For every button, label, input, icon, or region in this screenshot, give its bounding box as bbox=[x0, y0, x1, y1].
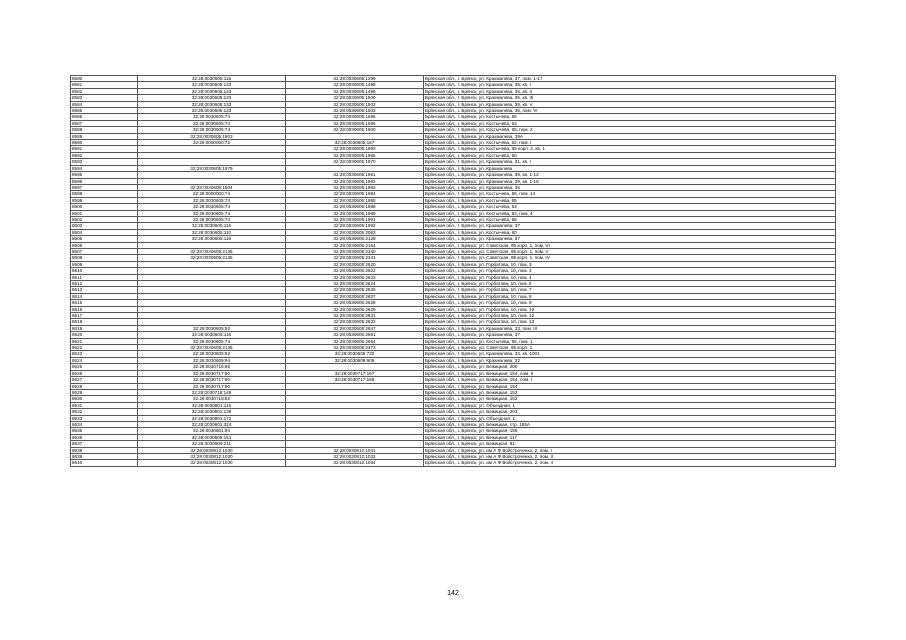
cadastral-number-cell: 32:28:0030605:1595 bbox=[286, 114, 424, 120]
row-number-cell: 8631 bbox=[71, 402, 138, 408]
address-cell: Брянская обл., г. Брянск, ул. Крахмалева, 32 bbox=[424, 357, 836, 363]
row-number-cell: 8598 bbox=[71, 191, 138, 197]
row-number-cell: 8580 bbox=[71, 76, 138, 82]
row-number-cell: 8622 bbox=[71, 345, 138, 351]
cadastral-number-cell: 32:28:0030605:1503 bbox=[286, 108, 424, 114]
row-number-cell: 8604 bbox=[71, 229, 138, 235]
row-number-cell: 8613 bbox=[71, 287, 138, 293]
address-cell: Брянская обл., г. Брянск, ул. Костычева, 63 bbox=[424, 120, 836, 126]
cadastral-number-cell: 32:28:0030812:1031 bbox=[286, 447, 424, 453]
parent-cadastral-number-cell: 32:28:0030605:116 bbox=[138, 332, 286, 338]
row-number-cell: 8634 bbox=[71, 421, 138, 427]
address-cell: Брянская обл., г. Брянск, ул. им А Ф Войстроченко, 2, пом. 4 bbox=[424, 460, 836, 466]
parent-cadastral-number-cell: 32:28:0030605:74 bbox=[138, 197, 286, 203]
cadastral-number-cell: 32:28:0030605:1984 bbox=[286, 191, 424, 197]
cadastral-number-cell: 32:28:0030605:1299 bbox=[286, 76, 424, 82]
parent-cadastral-number-cell: 32:28:0030605:74 bbox=[138, 210, 286, 216]
parent-cadastral-number-cell: 32:28:0030605:116 bbox=[138, 76, 286, 82]
cadastral-number-cell: 32:28:0030605:1983 bbox=[286, 184, 424, 190]
row-number-cell: 8594 bbox=[71, 165, 138, 171]
cadastral-number-cell: 32:28:0030605:2154 bbox=[286, 242, 424, 248]
row-number-cell: 8601 bbox=[71, 210, 138, 216]
row-number-cell: 8623 bbox=[71, 351, 138, 357]
parent-cadastral-number-cell: 32:28:0000000:74 bbox=[138, 191, 286, 197]
address-cell: Брянская обл., г. Брянск, ул. Крахмалева, 33, кв. 1001 bbox=[424, 351, 836, 357]
row-number-cell: 8620 bbox=[71, 332, 138, 338]
parent-cadastral-number-cell: 32:28:0030605:1803 bbox=[138, 133, 286, 139]
address-cell: Брянская обл., г. Брянск, ул. Костычева, 65, пом. 14 bbox=[424, 191, 836, 197]
parent-cadastral-number-cell: 32:28:0030812:1030 bbox=[138, 460, 286, 466]
address-cell: Брянская обл., г. Брянск, ул. Крахмалева, 39А bbox=[424, 133, 836, 139]
parent-cadastral-number-cell: 32:28:0030801:172 bbox=[138, 415, 286, 421]
address-cell: Брянская обл., г. Брянск, ул. Костычева, 63, пом. 4 bbox=[424, 210, 836, 216]
row-number-cell: 8586 bbox=[71, 114, 138, 120]
address-cell: Брянская обл., г. Брянск, ул. Костычева, 65 корп. 2, кв. 1 bbox=[424, 146, 836, 152]
cadastral-number-cell: 32:28:0030605:2063 bbox=[286, 229, 424, 235]
parent-cadastral-number-cell: 32:28:0030605:2135 bbox=[138, 248, 286, 254]
row-number-cell: 8602 bbox=[71, 216, 138, 222]
cadastral-number-cell: 32:28:0030605:1992 bbox=[286, 223, 424, 229]
address-cell: Брянская обл., г. Брянск, ул. Советская, 95 корп. 1 bbox=[424, 345, 836, 351]
address-cell: Брянская обл., г. Брянск, ул. Бежицкая, 154, пом. II bbox=[424, 370, 836, 376]
cadastral-table-body bbox=[71, 76, 836, 467]
row-number-cell: 8589 bbox=[71, 133, 138, 139]
address-cell: Брянская обл., г. Брянск, ул. Горбатова, 10, пом. 8 bbox=[424, 293, 836, 299]
address-cell: Брянская обл., г. Брянск, ул. Советская, 95 корп. 1, пом. V bbox=[424, 248, 836, 254]
parent-cadastral-number-cell: 32:28:0030717:90 bbox=[138, 383, 286, 389]
cadastral-number-cell: 32:28:0030605:2341 bbox=[286, 255, 424, 261]
row-number-cell: 8585 bbox=[71, 108, 138, 114]
parent-cadastral-number-cell: 32:28:0030809:151 bbox=[138, 434, 286, 440]
cadastral-number-cell: 32:28:0030812:1034 bbox=[286, 460, 424, 466]
cadastral-number-cell: 32:28:0030609:909 bbox=[286, 357, 424, 363]
parent-cadastral-number-cell: 32:28:0030605:116 bbox=[138, 236, 286, 242]
row-number-cell: 8637 bbox=[71, 441, 138, 447]
cadastral-number-cell: 32:28:0030605:2664 bbox=[286, 338, 424, 344]
parent-cadastral-number-cell: 32:28:0030605:92 bbox=[138, 325, 286, 331]
cadastral-number-cell: 32:28:0030605:2340 bbox=[286, 248, 424, 254]
parent-cadastral-number-cell: 32:28:0030812:1030 bbox=[138, 453, 286, 459]
parent-cadastral-number-cell: 32:28:0030609:94 bbox=[138, 357, 286, 363]
cadastral-number-cell: 32:28:0030605:2128 bbox=[286, 236, 424, 242]
row-number-cell: 8600 bbox=[71, 204, 138, 210]
cadastral-number-cell: 32:28:0030605:1499 bbox=[286, 88, 424, 94]
parent-cadastral-number-cell: 32:28:0030605:74 bbox=[138, 204, 286, 210]
cadastral-number-cell: 32:28:0030605:1966 bbox=[286, 152, 424, 158]
address-cell: Брянская обл., г. Брянск, ул. Крахмалева bbox=[424, 165, 836, 171]
row-number-cell: 8609 bbox=[71, 261, 138, 267]
address-cell: Брянская обл., г. Брянск, ул. Бежицкая, 200 bbox=[424, 364, 836, 370]
row-number-cell: 8624 bbox=[71, 357, 138, 363]
address-cell: Брянская обл., г. Брянск, ул. Крахмалева, 31, кв. I bbox=[424, 159, 836, 165]
address-cell: Брянская обл., г. Брянск, ул. Крахмалева, 35, кв. III bbox=[424, 95, 836, 101]
row-number-cell: 8632 bbox=[71, 409, 138, 415]
cadastral-number-cell: 32:28:0030605:2627 bbox=[286, 293, 424, 299]
address-cell: Брянская обл., г. Брянск, ул. Горбатова, 10, пом. 4 bbox=[424, 274, 836, 280]
cadastral-number-cell: 32:28:0030605:1500 bbox=[286, 95, 424, 101]
page-number: 142 bbox=[447, 590, 459, 597]
address-cell: Брянская обл., г. Брянск, ул. Костычева, 60 bbox=[424, 229, 836, 235]
parent-cadastral-number-cell: 32:28:0030605:1504 bbox=[138, 184, 286, 190]
row-number-cell: 8618 bbox=[71, 319, 138, 325]
row-number-cell: 8606 bbox=[71, 242, 138, 248]
cadastral-number-cell: 32:28:0030605:730 bbox=[286, 351, 424, 357]
address-cell: Брянская обл., г. Брянск, ул. Крахмалева, 37 bbox=[424, 332, 836, 338]
address-cell: Брянская обл., г. Брянск, ул. Горбатова, 10, пом. 2 bbox=[424, 268, 836, 274]
cadastral-number-cell: 32:28:0030605:2632 bbox=[286, 319, 424, 325]
address-cell: Брянская обл., г. Брянск, ул. Крахмалева, 35, пом. VI bbox=[424, 108, 836, 114]
address-cell: Брянская обл., г. Брянск, ул. Бежицкая, 154, пом. I bbox=[424, 377, 836, 383]
row-number-cell: 8596 bbox=[71, 178, 138, 184]
cadastral-number-cell: 32:28:0030605:1502 bbox=[286, 101, 424, 107]
address-cell: Брянская обл., г. Брянск, ул. Горбатова, 10, пом. 13 bbox=[424, 319, 836, 325]
parent-cadastral-number-cell: 32:28:0030605:116 bbox=[138, 223, 286, 229]
address-cell: Брянская обл., г. Брянск, ул. Горбатова, 10, пом. 12 bbox=[424, 313, 836, 319]
cadastral-number-cell: 32:28:0030605:2623 bbox=[286, 274, 424, 280]
row-number-cell: 8612 bbox=[71, 281, 138, 287]
row-number-cell: 8603 bbox=[71, 223, 138, 229]
cadastral-number-cell: 32:28:0030605:1988 bbox=[286, 204, 424, 210]
address-cell: Брянская обл., г. Брянск, ул. Костычева, 63 bbox=[424, 204, 836, 210]
row-number-cell: 8625 bbox=[71, 364, 138, 370]
address-cell: Брянская обл., г. Брянск, ул. Объездная, 1 bbox=[424, 402, 836, 408]
parent-cadastral-number-cell: 32:28:0030605:74 bbox=[138, 114, 286, 120]
parent-cadastral-number-cell: 32:28:0030801:139 bbox=[138, 409, 286, 415]
address-cell: Брянская обл., г. Брянск, ул. Горбатова, 10, пом. 10 bbox=[424, 306, 836, 312]
row-number-cell: 8597 bbox=[71, 184, 138, 190]
row-number-cell: 8587 bbox=[71, 120, 138, 126]
table-row bbox=[71, 460, 836, 466]
address-cell: Брянская обл., г. Брянск, ул. Горбатова, 10, пом. 9 bbox=[424, 300, 836, 306]
cadastral-number-cell: 32:28:0030605:1989 bbox=[286, 210, 424, 216]
row-number-cell: 8626 bbox=[71, 370, 138, 376]
address-cell: Брянская обл., г. Брянск, ул. Крахмалева, 35, кв. I bbox=[424, 82, 836, 88]
parent-cadastral-number-cell: 32:28:0000000:72 bbox=[138, 140, 286, 146]
parent-cadastral-number-cell: 32:28:0030605:74 bbox=[138, 120, 286, 126]
cadastral-table bbox=[70, 75, 836, 467]
address-cell: Брянская обл., г. Брянск, ул. Бежицкая, 152 bbox=[424, 396, 836, 402]
address-cell: Брянская обл., г. Брянск, ул. Бежицкая, 185 bbox=[424, 428, 836, 434]
address-cell: Брянская обл., г. Брянск, ул. Костычева, 65, пом. 2 bbox=[424, 127, 836, 133]
cadastral-number-cell: 32:28:0030605:2628 bbox=[286, 300, 424, 306]
address-cell: Брянская обл., г. Брянск, ул. Костычева, 65 bbox=[424, 114, 836, 120]
cadastral-number-cell: 32:28:0030812:1032 bbox=[286, 453, 424, 459]
address-cell: Брянская обл., г. Брянск, ул. Костычева, 65 bbox=[424, 197, 836, 203]
cadastral-number-cell: 32:28:0030605:2622 bbox=[286, 268, 424, 274]
cadastral-number-cell: 32:28:0030605:1970 bbox=[286, 159, 424, 165]
row-number-cell: 8610 bbox=[71, 268, 138, 274]
address-cell: Брянская обл., г. Брянск, ул. Горбатова, 10, пом. 7 bbox=[424, 287, 836, 293]
address-cell: Брянская обл., г. Брянск, ул. Бежицкая, 203 bbox=[424, 409, 836, 415]
parent-cadastral-number-cell: 32:28:0030605:2135 bbox=[138, 255, 286, 261]
cadastral-number-cell: 32:28:0030605:2651 bbox=[286, 332, 424, 338]
address-cell: Брянская обл., г. Брянск, ул. Советская, 95 корп. 1, пом. IV bbox=[424, 255, 836, 261]
row-number-cell: 8584 bbox=[71, 101, 138, 107]
parent-cadastral-number-cell: 32:28:0030605:133 bbox=[138, 82, 286, 88]
row-number-cell: 8608 bbox=[71, 255, 138, 261]
row-number-cell: 8616 bbox=[71, 306, 138, 312]
row-number-cell: 8590 bbox=[71, 140, 138, 146]
cadastral-number-cell: 32:28:0030605:1596 bbox=[286, 120, 424, 126]
parent-cadastral-number-cell: 32:28:0030801:115 bbox=[138, 402, 286, 408]
row-number-cell: 8638 bbox=[71, 447, 138, 453]
address-cell: Брянская обл., г. Брянск, ул. Объездная, 1 bbox=[424, 415, 836, 421]
row-number-cell: 8619 bbox=[71, 325, 138, 331]
cadastral-number-cell: 32:28:0030605:1981 bbox=[286, 172, 424, 178]
row-number-cell: 8617 bbox=[71, 313, 138, 319]
parent-cadastral-number-cell: 32:28:0030812:1030 bbox=[138, 447, 286, 453]
cadastral-number-cell: 32:28:0030717:168 bbox=[286, 377, 424, 383]
cadastral-number-cell: 32:28:0030605:2626 bbox=[286, 287, 424, 293]
parent-cadastral-number-cell: 32:28:0030717:90 bbox=[138, 377, 286, 383]
row-number-cell: 8635 bbox=[71, 428, 138, 434]
cadastral-number-cell: 32:28:0030605:2373 bbox=[286, 345, 424, 351]
parent-cadastral-number-cell: 32:28:0030809:211 bbox=[138, 441, 286, 447]
parent-cadastral-number-cell: 32:28:0030718:148 bbox=[138, 389, 286, 395]
row-number-cell: 8627 bbox=[71, 377, 138, 383]
parent-cadastral-number-cell: 32:28:0030605:133 bbox=[138, 88, 286, 94]
address-cell: Брянская обл., г. Брянск, ул. Крахмалева, 37, пом. 1-17 bbox=[424, 76, 836, 82]
row-number-cell: 8583 bbox=[71, 95, 138, 101]
parent-cadastral-number-cell: 32:28:0030605:133 bbox=[138, 108, 286, 114]
row-number-cell: 8636 bbox=[71, 434, 138, 440]
row-number-cell: 8640 bbox=[71, 460, 138, 466]
parent-cadastral-number-cell: 32:28:0030605:1979 bbox=[138, 165, 286, 171]
row-number-cell: 8614 bbox=[71, 293, 138, 299]
row-number-cell: 8628 bbox=[71, 383, 138, 389]
address-cell: Брянская обл., г. Брянск, ул. Крахмалева, 33, пом. III bbox=[424, 325, 836, 331]
cadastral-number-cell: 32:28:0030605:2629 bbox=[286, 306, 424, 312]
cadastral-number-cell: 32:28:0030605:2620 bbox=[286, 261, 424, 267]
address-cell: Брянская обл., г. Брянск, ул. Костычева, 60 bbox=[424, 152, 836, 158]
row-number-cell: 8592 bbox=[71, 152, 138, 158]
cadastral-number-cell: 32:28:0030717:167 bbox=[286, 370, 424, 376]
row-number-cell: 8591 bbox=[71, 146, 138, 152]
parent-cadastral-number-cell: 32:28:0030717:90 bbox=[138, 370, 286, 376]
parent-cadastral-number-cell: 32:28:0030605:74 bbox=[138, 338, 286, 344]
row-number-cell: 8595 bbox=[71, 172, 138, 178]
address-cell: Брянская обл., г. Брянск, ул. Костычева, 65 bbox=[424, 216, 836, 222]
parent-cadastral-number-cell: 32:28:0030605:74 bbox=[138, 127, 286, 133]
cadastral-number-cell: 32:28:0030605:1498 bbox=[286, 82, 424, 88]
cadastral-number-cell: 32:28:0030605:2624 bbox=[286, 281, 424, 287]
address-cell: Брянская обл., г. Брянск, ул. Костычева, 65, пом. 1 bbox=[424, 338, 836, 344]
parent-cadastral-number-cell: 32:28:0030605:2135 bbox=[138, 345, 286, 351]
address-cell: Брянская обл., г. Брянск, ул. им А Ф Войстроченко, 2, пом. II bbox=[424, 453, 836, 459]
parent-cadastral-number-cell: 32:28:0030605:133 bbox=[138, 95, 286, 101]
address-cell: Брянская обл., г. Брянск, ул. Крахмалева, 35, кв. II bbox=[424, 88, 836, 94]
cadastral-number-cell: 32:28:0030605:2631 bbox=[286, 313, 424, 319]
parent-cadastral-number-cell: 32:28:0030716:66 bbox=[138, 364, 286, 370]
cadastral-number-cell: 32:28:0030605:1991 bbox=[286, 216, 424, 222]
cadastral-number-cell: 32:28:0030605:1993 bbox=[286, 146, 424, 152]
address-cell: Брянская обл., г. Брянск, ул. Крахмалева, 35, кв. V bbox=[424, 101, 836, 107]
address-cell: Брянская обл., г. Брянск, ул. Бежицкая, 154 bbox=[424, 383, 836, 389]
row-number-cell: 8588 bbox=[71, 127, 138, 133]
address-cell: Брянская обл., г. Брянск, ул. Костычева, 62, пом. I bbox=[424, 140, 836, 146]
parent-cadastral-number-cell: 32:28:0030605:74 bbox=[138, 216, 286, 222]
address-cell: Брянская обл., г. Брянск, ул. Крахмалева, 35 bbox=[424, 184, 836, 190]
row-number-cell: 8582 bbox=[71, 88, 138, 94]
address-cell: Брянская обл., г. Брянск, ул. Советская, 95 корп. 1, пом. VI bbox=[424, 242, 836, 248]
row-number-cell: 8639 bbox=[71, 453, 138, 459]
address-cell: Брянская обл., г. Брянск, ул. Крахмалева, 39, кв. 1-16 bbox=[424, 178, 836, 184]
parent-cadastral-number-cell: 32:28:0030605:133 bbox=[138, 101, 286, 107]
address-cell: Брянская обл., г. Брянск, ул. Крахмалева, 37 bbox=[424, 236, 836, 242]
parent-cadastral-number-cell: 32:28:0030605:92 bbox=[138, 351, 286, 357]
parent-cadastral-number-cell: 32:28:0030605:110 bbox=[138, 229, 286, 235]
cadastral-number-cell: 32:28:0030605:1985 bbox=[286, 197, 424, 203]
row-number-cell: 8630 bbox=[71, 396, 138, 402]
cadastral-number-cell: 32:28:0030605:1982 bbox=[286, 178, 424, 184]
address-cell: Брянская обл., г. Брянск, ул. им А Ф Войстроченко, 2, пом. I bbox=[424, 447, 836, 453]
parent-cadastral-number-cell: 32:28:0030801:324 bbox=[138, 421, 286, 427]
row-number-cell: 8611 bbox=[71, 274, 138, 280]
cadastral-number-cell: 32:28:0030605:187 bbox=[286, 140, 424, 146]
address-cell: Брянская обл., г. Брянск, ул. Горбатова, 10, пом. 5 bbox=[424, 281, 836, 287]
address-cell: Брянская обл., г. Брянск, ул. Крахмалева, 39, кв. 1-12 bbox=[424, 172, 836, 178]
address-cell: Брянская обл., г. Брянск, ул. Крахмалева, 37 bbox=[424, 223, 836, 229]
row-number-cell: 8629 bbox=[71, 389, 138, 395]
row-number-cell: 8621 bbox=[71, 338, 138, 344]
row-number-cell: 8599 bbox=[71, 197, 138, 203]
row-number-cell: 8607 bbox=[71, 248, 138, 254]
row-number-cell: 8593 bbox=[71, 159, 138, 165]
parent-cadastral-number-cell: 32:28:0030718:82 bbox=[138, 396, 286, 402]
row-number-cell: 8615 bbox=[71, 300, 138, 306]
address-cell: Брянская обл., г. Брянск, ул. Бежицкая, 152 bbox=[424, 389, 836, 395]
cadastral-number-cell: 32:28:0030605:2647 bbox=[286, 325, 424, 331]
address-cell: Брянская обл., г. Брянск, ул. Горбатова, 10, пом. 3 bbox=[424, 261, 836, 267]
cadastral-number-cell: 32:28:0030605:1600 bbox=[286, 127, 424, 133]
address-cell: Брянская обл., г. Брянск, ул. Бежицкая, 81 bbox=[424, 441, 836, 447]
row-number-cell: 8633 bbox=[71, 415, 138, 421]
address-cell: Брянская обл., г. Брянск, ул. Бежицкая, стр. 185А bbox=[424, 421, 836, 427]
row-number-cell: 8581 bbox=[71, 82, 138, 88]
parent-cadastral-number-cell: 32:28:0030801:94 bbox=[138, 428, 286, 434]
row-number-cell: 8605 bbox=[71, 236, 138, 242]
address-cell: Брянская обл., г. Брянск, ул. Бежицкая, 117 bbox=[424, 434, 836, 440]
